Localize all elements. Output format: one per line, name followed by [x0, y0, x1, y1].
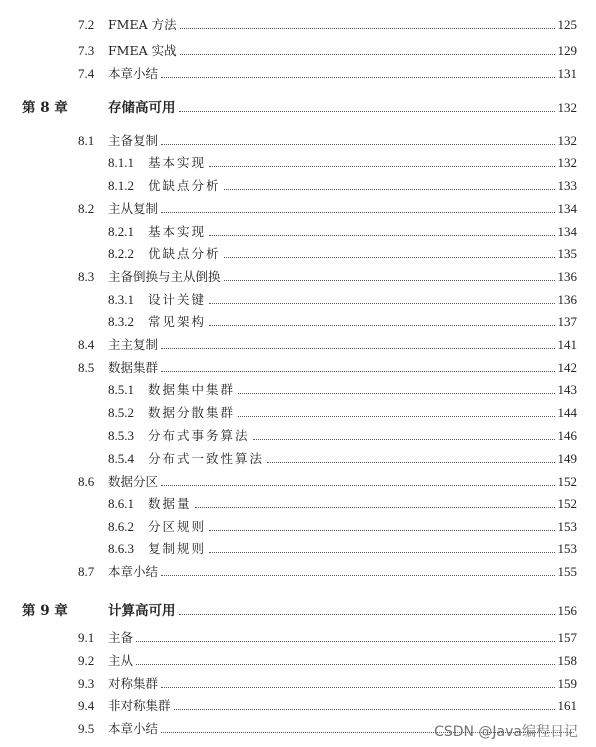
toc-page-number: 137: [557, 314, 577, 329]
toc-title: 主备: [108, 630, 134, 645]
toc-section-entry: [78, 264, 577, 284]
toc-page-number: 136: [557, 269, 577, 284]
toc-page-number: 132: [557, 155, 577, 170]
toc-page-number: 142: [557, 360, 577, 375]
toc-title: 基本实现: [148, 155, 207, 170]
toc-section-entry: [78, 332, 577, 352]
dot-leader: [209, 303, 554, 304]
toc-title: 优缺点分析: [148, 246, 221, 261]
toc-page-number: 141: [557, 337, 577, 352]
toc-title: 数据分区: [108, 474, 159, 489]
toc-subsection-entry: [108, 536, 577, 556]
toc-title: 本章小结: [108, 564, 159, 579]
toc-title: 数据分散集群: [148, 405, 236, 420]
dot-leader: [253, 439, 555, 440]
toc-number: 8.2.1: [108, 224, 134, 239]
toc-number: 8.1.2: [108, 178, 134, 193]
toc-title: 分布式一致性算法: [148, 451, 265, 466]
dot-leader: [161, 212, 554, 213]
toc-title: 本章小结: [108, 721, 159, 736]
toc-subsection-entry: [108, 423, 577, 443]
dot-leader: [179, 111, 555, 112]
toc-page-number: 143: [557, 382, 577, 397]
dot-leader: [161, 144, 554, 145]
toc-section-entry: [78, 648, 577, 668]
toc-title: 非对称集群: [108, 698, 171, 713]
toc-section-entry: [78, 12, 577, 32]
toc-section-entry: [78, 38, 577, 58]
toc-page-number: 134: [557, 224, 577, 239]
toc-section-entry: [78, 625, 577, 645]
toc-number: 7.2: [78, 17, 95, 32]
toc-title: 常见架构: [148, 314, 207, 329]
dot-leader: [161, 348, 554, 349]
toc-number: 8.5.3: [108, 428, 134, 443]
toc-title: 主备倒换与主从倒换: [108, 269, 221, 284]
toc-section-entry: [78, 61, 577, 81]
toc-number: 8.1.1: [108, 155, 134, 170]
toc-title: 分区规则: [148, 519, 207, 534]
dot-leader: [161, 687, 554, 688]
toc-page-number: 125: [557, 17, 577, 32]
dot-leader: [136, 641, 554, 642]
toc-title: 基本实现: [148, 224, 207, 239]
toc-page-number: 149: [557, 451, 577, 466]
dot-leader: [224, 257, 555, 258]
toc-page-number: 129: [557, 43, 577, 58]
dot-leader: [161, 485, 554, 486]
toc-page-number: 133: [557, 178, 577, 193]
toc-number: 8.1: [78, 133, 95, 148]
toc-section-entry: [78, 559, 577, 579]
toc-number: 7.3: [78, 43, 95, 58]
toc-chapter-entry: [22, 95, 577, 115]
toc-section-entry: [78, 128, 577, 148]
toc-number: 8.3.1: [108, 292, 134, 307]
toc-number: 8.5.4: [108, 451, 134, 466]
dot-leader: [209, 166, 554, 167]
toc-page-number: 136: [557, 292, 577, 307]
toc-page-number: 146: [557, 428, 577, 443]
toc-subsection-entry: [108, 241, 577, 261]
toc-page-number: 159: [557, 676, 577, 691]
toc-number: 8.2.2: [108, 246, 134, 261]
toc-number: 8.4: [78, 337, 95, 352]
toc-number: 9.2: [78, 653, 95, 668]
toc-subsection-entry: [108, 446, 577, 466]
toc-number: 8.3: [78, 269, 95, 284]
toc-page-number: 153: [557, 541, 577, 556]
dot-leader: [161, 77, 554, 78]
dot-leader: [180, 28, 555, 29]
toc-number: 第 8 章: [22, 100, 68, 116]
toc-title: 本章小结: [108, 66, 159, 81]
toc-subsection-entry: [108, 491, 577, 511]
toc-page-number: 153: [557, 519, 577, 534]
toc-subsection-entry: [108, 173, 577, 193]
toc-number: 8.5.1: [108, 382, 134, 397]
toc-title: 对称集群: [108, 676, 159, 691]
toc-number: 9.5: [78, 721, 95, 736]
toc-number: 8.5: [78, 360, 95, 375]
toc-subsection-entry: [108, 219, 577, 239]
toc-page-number: 132: [557, 133, 577, 148]
dot-leader: [224, 189, 555, 190]
toc-number: 第 9 章: [22, 603, 68, 619]
dot-leader: [179, 614, 555, 615]
toc-section-entry: [78, 355, 577, 375]
toc-title: 数据集中集群: [148, 382, 236, 397]
toc-page-number: 158: [557, 653, 577, 668]
toc-subsection-entry: [108, 514, 577, 534]
toc-title: 主备复制: [108, 133, 159, 148]
toc-page-number: 156: [557, 603, 577, 618]
dot-leader: [238, 416, 554, 417]
toc-number: 8.2: [78, 201, 95, 216]
toc-subsection-entry: [108, 400, 577, 420]
toc-number: 8.6: [78, 474, 95, 489]
dot-leader: [209, 552, 554, 553]
dot-leader: [224, 280, 555, 281]
toc-page-number: 157: [557, 630, 577, 645]
dot-leader: [209, 235, 554, 236]
toc-number: 9.1: [78, 630, 95, 645]
toc-number: 8.7: [78, 564, 95, 579]
toc-page-number: 134: [557, 201, 577, 216]
toc-page-number: 155: [557, 564, 577, 579]
toc-title: 主从复制: [108, 201, 159, 216]
dot-leader: [161, 371, 554, 372]
toc-page-number: 152: [557, 496, 577, 511]
toc-subsection-entry: [108, 150, 577, 170]
toc-number: 8.6.3: [108, 541, 134, 556]
toc-title: 复制规则: [148, 541, 207, 556]
toc-number: 8.5.2: [108, 405, 134, 420]
dot-leader: [209, 530, 554, 531]
toc-title: 分布式事务算法: [148, 428, 250, 443]
toc-section-entry: [78, 671, 577, 691]
toc-number: 8.6.2: [108, 519, 134, 534]
toc-chapter-entry: [22, 598, 577, 618]
watermark: CSDN @Java编程日记: [434, 724, 578, 740]
toc-title: 设计关键: [148, 292, 207, 307]
toc-title: 数据集群: [108, 360, 159, 375]
toc-number: 9.4: [78, 698, 95, 713]
toc-title: 主主复制: [108, 337, 159, 352]
toc-section-entry: [78, 693, 577, 713]
toc-title: 存储高可用: [108, 100, 176, 116]
toc-number: 9.3: [78, 676, 95, 691]
dot-leader: [195, 507, 555, 508]
toc-section-entry: [78, 196, 577, 216]
toc-title: 优缺点分析: [148, 178, 221, 193]
toc-number: 8.6.1: [108, 496, 134, 511]
dot-leader: [209, 325, 554, 326]
toc-page-number: 152: [557, 474, 577, 489]
toc-page-number: 135: [557, 246, 577, 261]
toc-number: 8.3.2: [108, 314, 134, 329]
toc-page-number: 161: [557, 698, 577, 713]
toc-subsection-entry: [108, 377, 577, 397]
dot-leader: [161, 575, 554, 576]
toc-subsection-entry: [108, 287, 577, 307]
toc-title: FMEA 方法: [108, 17, 177, 32]
dot-leader: [180, 54, 555, 55]
toc-section-entry: [78, 469, 577, 489]
dot-leader: [238, 393, 554, 394]
dot-leader: [267, 462, 554, 463]
dot-leader: [136, 664, 554, 665]
toc-title: 数据量: [148, 496, 192, 511]
toc-number: 7.4: [78, 66, 95, 81]
toc-subsection-entry: [108, 309, 577, 329]
toc-title: FMEA 实战: [108, 43, 177, 58]
toc-page-number: 131: [557, 66, 577, 81]
toc-title: 计算高可用: [108, 603, 176, 619]
toc-title: 主从: [108, 653, 134, 668]
dot-leader: [174, 709, 555, 710]
toc-page-number: 144: [557, 405, 577, 420]
toc-page-number: 132: [557, 100, 577, 115]
